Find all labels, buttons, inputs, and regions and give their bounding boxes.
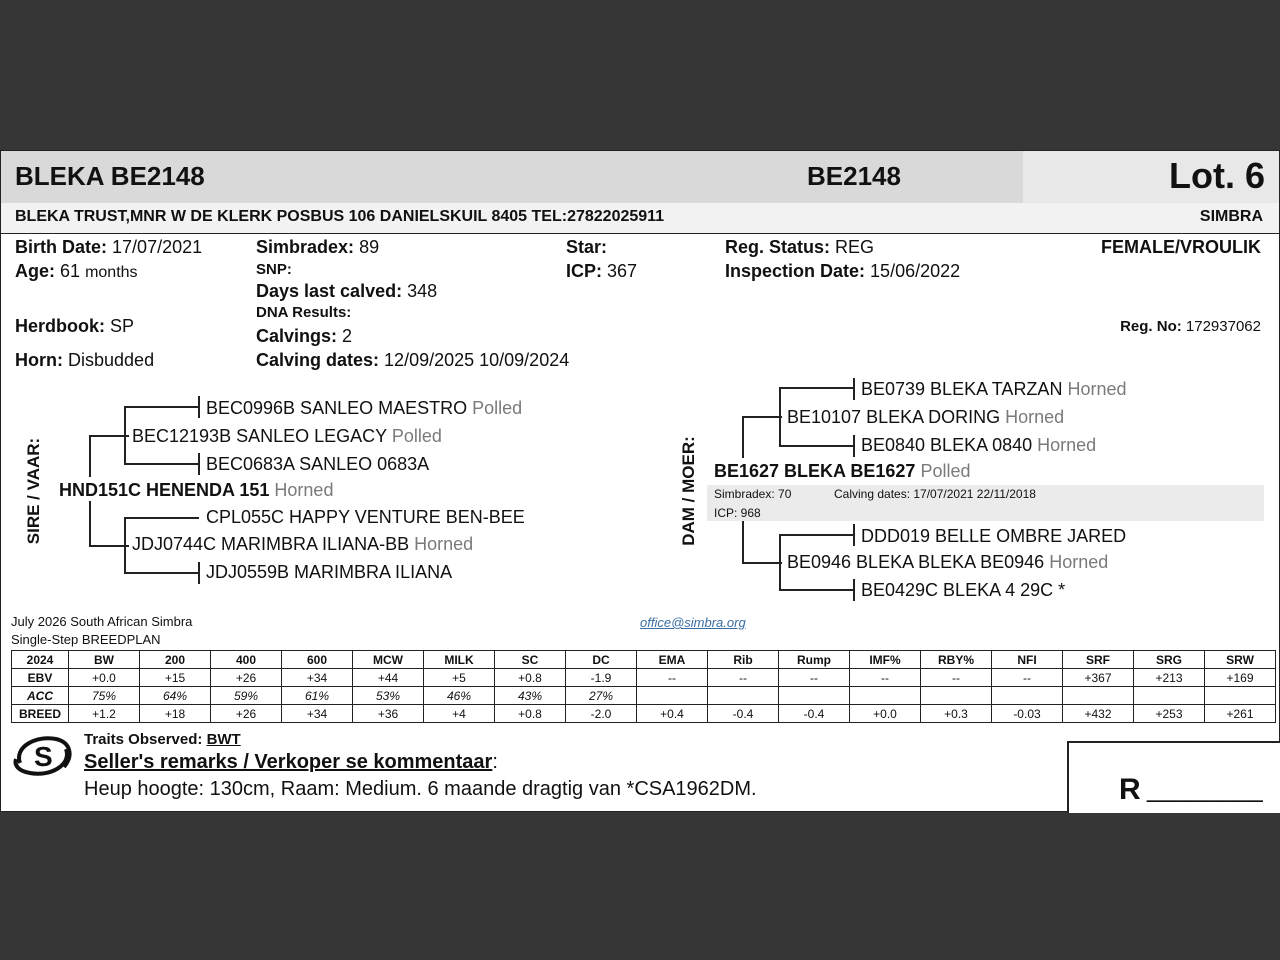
ebv-cell: +0.8	[495, 705, 566, 723]
ebv-cell: EMA	[637, 651, 708, 669]
dna-results-label: DNA Results:	[256, 304, 352, 321]
pedigree-line	[89, 435, 91, 477]
days-value: 348	[407, 281, 438, 301]
ebv-row-label: 2024	[12, 651, 69, 669]
animal-code: BE2148	[807, 161, 901, 191]
pedigree-line	[89, 435, 129, 437]
reg-status-label: Reg. Status:	[725, 237, 831, 257]
dam-sire	[787, 407, 1064, 428]
snp-label: SNP:	[256, 261, 292, 278]
ebv-cell: Rib	[708, 651, 779, 669]
ebv-cell: +34	[282, 705, 353, 723]
pedigree-name: BE0739 BLEKA TARZAN	[861, 379, 1063, 399]
ebv-row-breed	[12, 705, 1276, 723]
pedigree-line	[779, 589, 854, 591]
inspection-value: 15/06/2022	[870, 261, 961, 281]
breedplan-line2: Single-Step BREEDPLAN	[11, 632, 161, 647]
ebv-cell: +26	[211, 669, 282, 687]
reg-status	[725, 237, 874, 258]
ebv-cell: SRF	[1063, 651, 1134, 669]
ebv-cell: MILK	[424, 651, 495, 669]
pedigree-line	[124, 463, 199, 465]
pedigree-name: BE0429C BLEKA 4 29C *	[861, 580, 1066, 600]
ebv-cell: +213	[1134, 669, 1205, 687]
ebv-cell	[708, 687, 779, 705]
price-symbol: R	[1119, 773, 1141, 806]
ebv-cell: Rump	[779, 651, 850, 669]
pedigree-line	[853, 435, 855, 457]
ebv-cell: 27%	[566, 687, 637, 705]
simbradex-value: 89	[359, 237, 380, 257]
ebv-cell: 600	[282, 651, 353, 669]
dam-icp: ICP: 968	[714, 506, 761, 520]
sire-sire	[132, 426, 442, 447]
calvings-label: Calvings:	[256, 326, 338, 346]
dam	[714, 461, 971, 482]
sire-dam-dam	[206, 562, 452, 583]
ebv-cell: +0.0	[69, 669, 140, 687]
sire-dam-sire	[206, 507, 525, 528]
ebv-cell: -0.4	[779, 705, 850, 723]
ebv-cell: +0.8	[495, 669, 566, 687]
pedigree-name: BEC12193B SANLEO LEGACY	[132, 426, 387, 446]
ebv-cell: IMF%	[850, 651, 921, 669]
pedigree-line	[779, 534, 781, 590]
ebv-cell: -2.0	[566, 705, 637, 723]
pedigree-name: JDJ0744C MARIMBRA ILIANA-BB	[132, 534, 410, 554]
birth-date-value: 17/07/2021	[112, 237, 203, 257]
ebv-cell: +253	[1134, 705, 1205, 723]
ebv-cell: 53%	[353, 687, 424, 705]
sex-label: FEMALE/VROULIK	[1101, 237, 1261, 257]
ebv-row-label: BREED	[12, 705, 69, 723]
pedigree-line	[198, 453, 200, 475]
star-label: Star:	[566, 237, 608, 257]
herdbook	[15, 316, 134, 337]
icp-label: ICP:	[566, 261, 602, 281]
ebv-cell: +0.3	[921, 705, 992, 723]
ebv-cell: 61%	[282, 687, 353, 705]
ebv-cell	[1063, 687, 1134, 705]
ebv-cell	[637, 687, 708, 705]
pedigree-line	[779, 387, 854, 389]
breed-label: SIMBRA	[1199, 208, 1263, 225]
days-label: Days last calved:	[256, 281, 403, 301]
pedigree-name: BEC0996B SANLEO MAESTRO	[206, 398, 468, 418]
ebv-header-row	[12, 651, 1276, 669]
ebv-cell	[850, 687, 921, 705]
ebv-cell: --	[779, 669, 850, 687]
ebv-cell: +15	[140, 669, 211, 687]
ebv-cell: +367	[1063, 669, 1134, 687]
ebv-cell: -0.4	[708, 705, 779, 723]
ebv-cell: SRG	[1134, 651, 1205, 669]
ebv-cell: +169	[1205, 669, 1276, 687]
ebv-cell: --	[637, 669, 708, 687]
ebv-cell: --	[921, 669, 992, 687]
ebv-row-acc	[12, 687, 1276, 705]
reg-no-value: 172937062	[1185, 318, 1261, 335]
pedigree-line	[742, 521, 744, 564]
pedigree-line	[89, 501, 91, 547]
ebv-table	[11, 650, 1276, 723]
herdbook-label: Herdbook:	[15, 316, 105, 336]
pedigree-status: Horned	[414, 534, 474, 554]
pedigree-name: DDD019 BELLE OMBRE JARED	[861, 526, 1127, 546]
age-label: Age:	[15, 261, 55, 281]
pedigree-line	[853, 524, 855, 546]
pedigree-line	[124, 517, 126, 573]
sire-side-label: SIRE / VAAR:	[24, 437, 43, 545]
simbradex	[256, 237, 379, 258]
pedigree-line	[124, 572, 199, 574]
pedigree-status: Horned	[1037, 435, 1097, 455]
age	[15, 261, 138, 282]
dam-calving-dates: Calving dates: 17/07/2021 22/11/2018	[834, 487, 1036, 501]
pedigree-line	[198, 396, 200, 418]
pedigree-name: BE0946 BLEKA BLEKA BE0946	[787, 552, 1045, 572]
pedigree-line	[198, 562, 200, 584]
ebv-cell: +26	[211, 705, 282, 723]
lot-number: Lot. 6	[1169, 155, 1265, 196]
calvings-value: 2	[342, 326, 353, 346]
dam-simbradex: Simbradex: 70	[714, 487, 792, 501]
animal-name: BLEKA BE2148	[15, 161, 205, 191]
price-blank[interactable]: ________	[1147, 773, 1263, 803]
sire-dam	[132, 534, 473, 555]
remarks-label: Seller's remarks / Verkoper se kommentaar	[84, 751, 493, 773]
sire	[59, 480, 333, 501]
lot-card	[0, 150, 1280, 812]
pedigree-status: Horned	[274, 480, 334, 500]
ebv-cell: -0.03	[992, 705, 1063, 723]
ebv-cell: SRW	[1205, 651, 1276, 669]
ebv-cell	[921, 687, 992, 705]
traits-label: Traits Observed:	[84, 731, 203, 748]
pedigree-line	[779, 445, 854, 447]
days-last-calved	[256, 281, 437, 302]
ebv-cell: +0.4	[637, 705, 708, 723]
ebv-cell: 200	[140, 651, 211, 669]
ebv-cell: +432	[1063, 705, 1134, 723]
pedigree-name: CPL055C HAPPY VENTURE BEN-BEE	[206, 507, 525, 527]
email-link[interactable]: office@simbra.org	[640, 615, 746, 630]
traits-value: BWT	[206, 731, 241, 748]
pedigree-status: Horned	[1005, 407, 1065, 427]
pedigree-line	[124, 406, 199, 408]
remarks-heading	[84, 751, 498, 774]
pedigree-name: JDJ0559B MARIMBRA ILIANA	[206, 562, 453, 582]
ebv-row-label: EBV	[12, 669, 69, 687]
ebv-cell: +1.2	[69, 705, 140, 723]
ebv-cell: BW	[69, 651, 140, 669]
inspection-date	[725, 261, 960, 282]
ebv-cell: +4	[424, 705, 495, 723]
pedigree-status: Horned	[1067, 379, 1127, 399]
age-value: 61	[60, 261, 81, 281]
pedigree-name: BEC0683A SANLEO 0683A	[206, 454, 430, 474]
ebv-row-ebv	[12, 669, 1276, 687]
dam-dam	[787, 552, 1108, 573]
ebv-cell: 64%	[140, 687, 211, 705]
remarks-colon: :	[492, 751, 498, 773]
calvings	[256, 326, 352, 347]
pedigree-line	[853, 579, 855, 601]
ebv-cell: --	[992, 669, 1063, 687]
dam-dam-sire	[861, 526, 1126, 547]
ebv-cell	[1134, 687, 1205, 705]
ebv-cell: 46%	[424, 687, 495, 705]
ebv-cell: +18	[140, 705, 211, 723]
pedigree-status: Polled	[920, 461, 971, 481]
pedigree-name: BE0840 BLEKA 0840	[861, 435, 1033, 455]
reg-no-label: Reg. No:	[1120, 318, 1182, 335]
reg-no	[1120, 318, 1261, 335]
calving-dates	[256, 350, 569, 371]
ebv-cell: NFI	[992, 651, 1063, 669]
price-box	[1067, 741, 1280, 813]
pedigree-line	[89, 545, 129, 547]
inspection-label: Inspection Date:	[725, 261, 866, 281]
pedigree-name: BE10107 BLEKA DORING	[787, 407, 1001, 427]
ebv-cell: MCW	[353, 651, 424, 669]
ebv-cell: RBY%	[921, 651, 992, 669]
reg-status-value: REG	[835, 237, 875, 257]
traits-observed	[84, 731, 241, 748]
ebv-cell: --	[708, 669, 779, 687]
ebv-cell: DC	[566, 651, 637, 669]
pedigree-name: BE1627 BLEKA BE1627	[714, 461, 916, 481]
horn-label: Horn:	[15, 350, 63, 370]
ebv-cell	[992, 687, 1063, 705]
dam-side-label: DAM / MOER:	[679, 436, 698, 546]
sire-sire-dam	[206, 454, 429, 475]
pedigree-line	[779, 534, 854, 536]
dam-sire-dam	[861, 435, 1096, 456]
dam-sire-sire	[861, 379, 1127, 400]
calving-dates-value: 12/09/2025 10/09/2024	[384, 350, 570, 370]
remarks-text: Heup hoogte: 130cm, Raam: Medium. 6 maande dragtig van *CSA1962DM.	[84, 778, 757, 800]
simbradex-label: Simbradex:	[256, 237, 355, 257]
ebv-cell: +0.0	[850, 705, 921, 723]
pedigree-name: HND151C HENENDA 151	[59, 480, 270, 500]
pedigree-status: Polled	[391, 426, 442, 446]
ebv-row-label: ACC	[12, 687, 69, 705]
ebv-cell: -1.9	[566, 669, 637, 687]
pedigree-line	[742, 416, 744, 458]
owner-line: BLEKA TRUST,MNR W DE KLERK POSBUS 106 DANIELSKUIL 8405 TEL:27822025911	[15, 208, 665, 225]
ebv-cell: +261	[1205, 705, 1276, 723]
ebv-cell: 75%	[69, 687, 140, 705]
herdbook-value: SP	[110, 316, 135, 336]
icp-value: 367	[607, 261, 638, 281]
pedigree-line	[124, 517, 199, 519]
ebv-cell: --	[850, 669, 921, 687]
birth-date-label: Birth Date:	[15, 237, 108, 257]
horn	[15, 350, 154, 371]
pedigree-line	[853, 378, 855, 400]
pedigree-line	[742, 562, 782, 564]
pedigree-line	[742, 416, 782, 418]
simbra-logo-icon	[12, 729, 74, 783]
age-unit: months	[85, 264, 138, 281]
ebv-cell	[779, 687, 850, 705]
pedigree-status: Polled	[472, 398, 523, 418]
ebv-cell: +44	[353, 669, 424, 687]
ebv-cell: 43%	[495, 687, 566, 705]
ebv-cell: 400	[211, 651, 282, 669]
ebv-cell	[1205, 687, 1276, 705]
pedigree-status: Horned	[1049, 552, 1109, 572]
sire-sire-sire	[206, 398, 522, 419]
breedplan-line1: July 2026 South African Simbra	[11, 614, 193, 629]
svg-text:S: S	[34, 741, 53, 772]
ebv-cell: +5	[424, 669, 495, 687]
ebv-cell: SC	[495, 651, 566, 669]
icp	[566, 261, 637, 282]
ebv-cell: 59%	[211, 687, 282, 705]
dam-dam-dam	[861, 580, 1065, 601]
ebv-cell: +34	[282, 669, 353, 687]
ebv-cell: +36	[353, 705, 424, 723]
horn-value: Disbudded	[68, 350, 155, 370]
calving-dates-label: Calving dates:	[256, 350, 380, 370]
birth-date	[15, 237, 202, 258]
